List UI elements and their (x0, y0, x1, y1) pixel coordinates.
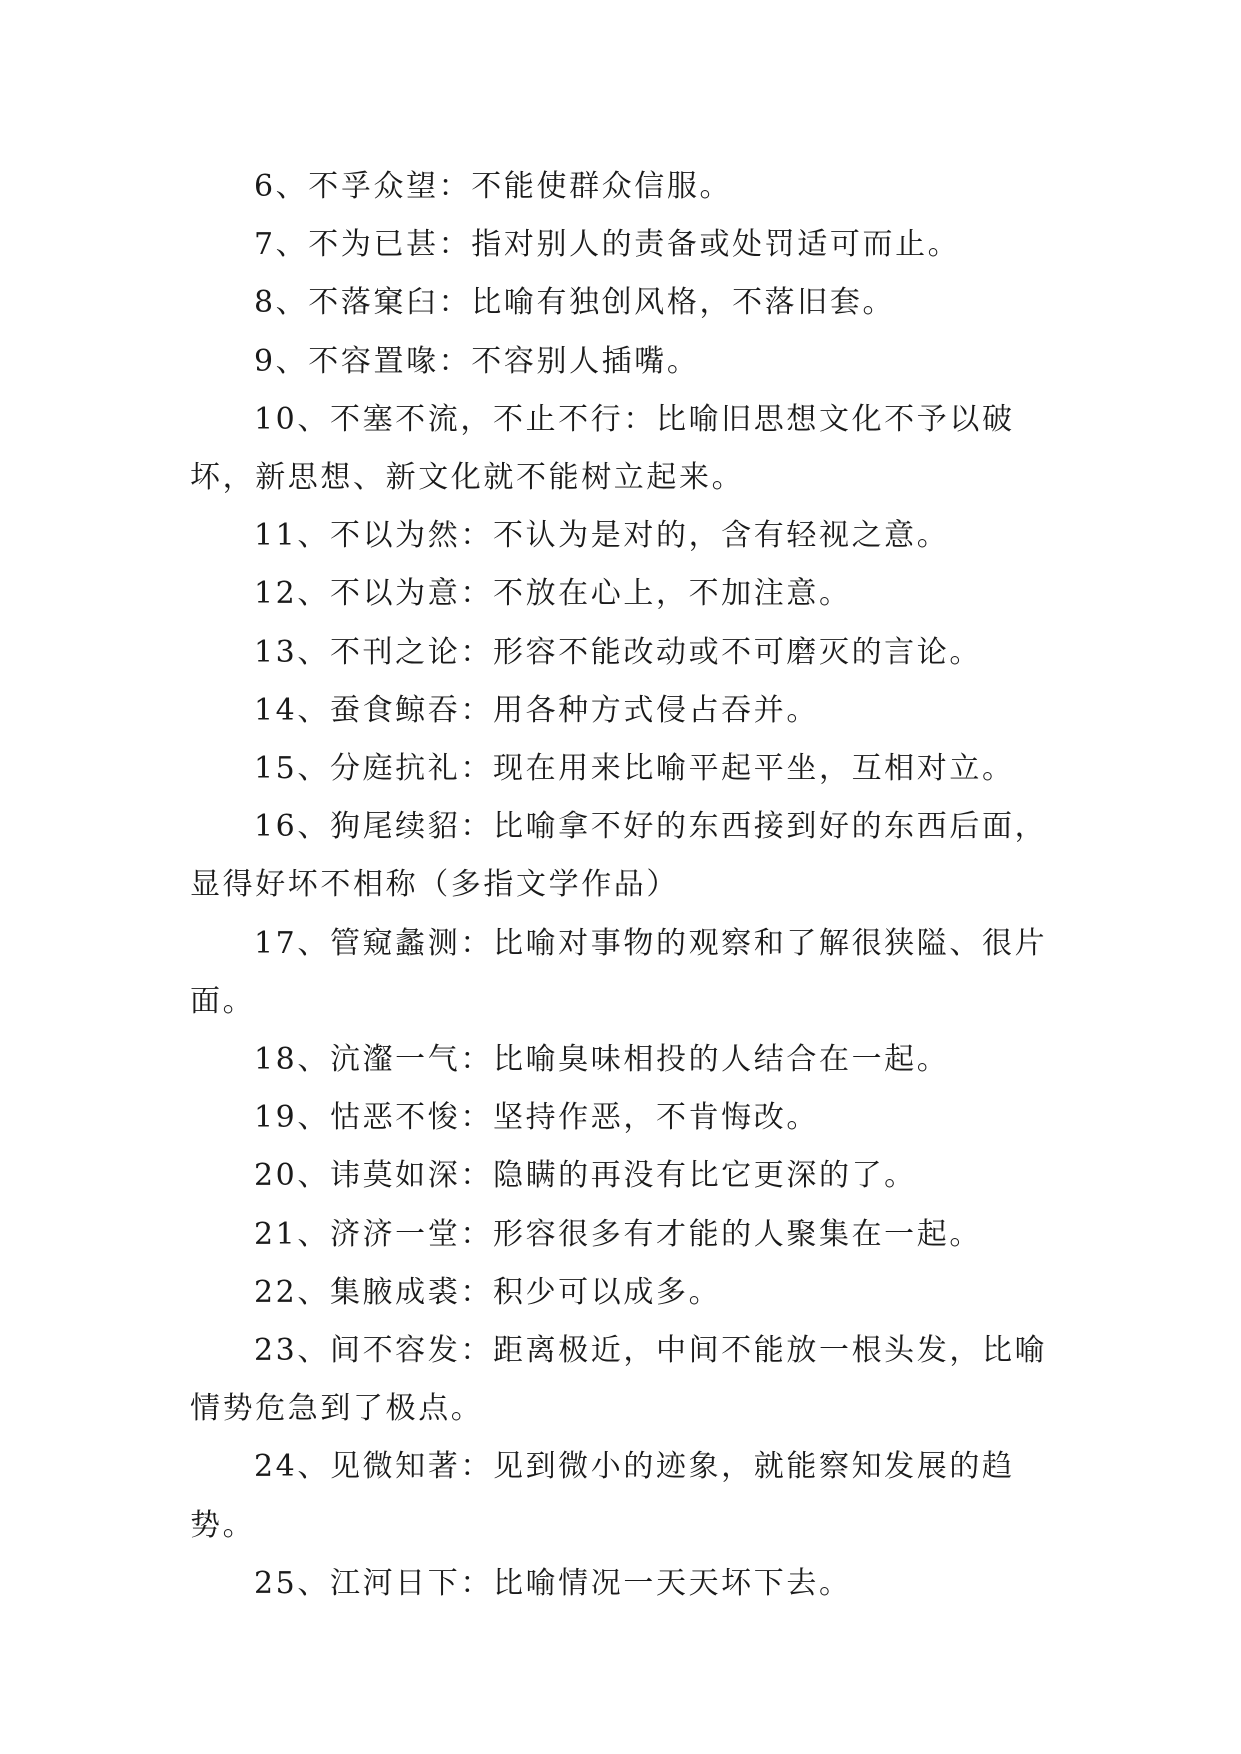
idiom-entry-16: 16、狗尾续貂：比喻拿不好的东西接到好的东西后面，显得好坏不相称（多指文学作品） (190, 809, 1048, 903)
idiom-entry-9: 9、不容置喙：不容别人插嘴。 (254, 343, 700, 379)
idiom-entry-14: 14、蚕食鲸吞：用各种方式侵占吞并。 (254, 692, 819, 728)
document-body (190, 158, 1060, 1613)
idiom-entry-23: 23、间不容发：距离极近，中间不能放一根头发，比喻情势危急到了极点。 (190, 1333, 1048, 1427)
idiom-entry-7: 7、不为已甚：指对别人的责备或处罚适可而止。 (254, 227, 961, 263)
idiom-entry-13: 13、不刊之论：形容不能改动或不可磨灭的言论。 (254, 634, 982, 670)
idiom-entry-10: 10、不塞不流，不止不行：比喻旧思想文化不予以破坏，新思想、新文化就不能树立起来。 (190, 401, 1015, 496)
idiom-entry-21: 21、济济一堂：形容很多有才能的人聚集在一起。 (254, 1216, 982, 1252)
idiom-entry-6: 6、不孚众望：不能使群众信服。 (254, 169, 733, 204)
idiom-entry-18: 18、沆瀣一气：比喻臭味相投的人结合在一起。 (254, 1042, 950, 1078)
idiom-entry-24: 24、见微知著：见到微小的迹象，就能察知发展的趋势。 (190, 1449, 1015, 1543)
idiom-entry-20: 20、讳莫如深：隐瞒的再没有比它更深的了。 (254, 1158, 917, 1194)
idiom-entry-22: 22、集腋成裘：积少可以成多。 (254, 1274, 722, 1310)
idiom-entry-12: 12、不以为意：不放在心上，不加注意。 (254, 576, 852, 612)
idiom-entry-17: 17、管窥蠡测：比喻对事物的观察和了解很狭隘、很片面。 (190, 925, 1048, 1019)
idiom-entry-8: 8、不落窠臼：比喻有独创风格，不落旧套。 (254, 285, 896, 321)
idiom-entry-11: 11、不以为然：不认为是对的，含有轻视之意。 (254, 518, 950, 554)
idiom-entry-19: 19、怙恶不悛：坚持作恶，不肯悔改。 (254, 1100, 819, 1136)
idiom-entry-15: 15、分庭抗礼：现在用来比喻平起平坐，互相对立。 (254, 751, 1015, 787)
idiom-entry-25: 25、江河日下：比喻情况一天天坏下去。 (254, 1565, 852, 1601)
